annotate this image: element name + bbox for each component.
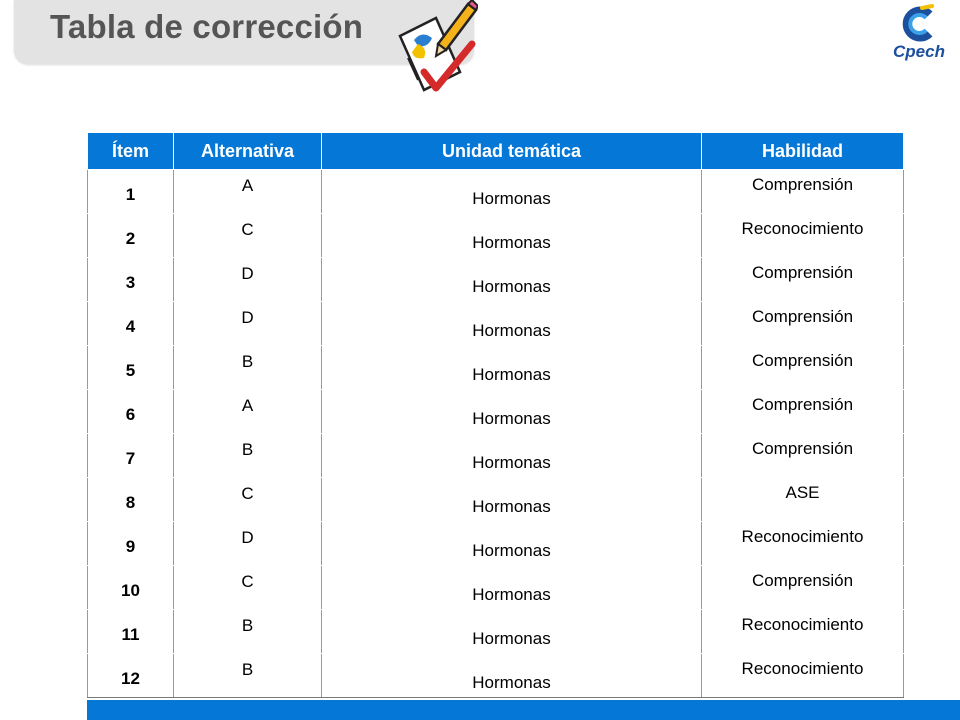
column-header-alternativa: Alternativa xyxy=(174,133,322,170)
cell-item: 5 xyxy=(88,346,174,390)
table-row xyxy=(88,390,904,434)
cell-habilidad: Comprensión xyxy=(702,434,904,478)
cell-habilidad: Comprensión xyxy=(702,346,904,390)
cell-unidad: Hormonas xyxy=(322,478,702,522)
cpech-logo-icon xyxy=(886,4,952,44)
cell-alternativa: B xyxy=(174,434,322,478)
cell-item: 2 xyxy=(88,214,174,258)
cell-unidad: Hormonas xyxy=(322,170,702,214)
table-row xyxy=(88,610,904,654)
cell-unidad: Hormonas xyxy=(322,258,702,302)
cell-habilidad: Reconocimiento xyxy=(702,214,904,258)
cell-item: 6 xyxy=(88,390,174,434)
cell-item: 4 xyxy=(88,302,174,346)
cell-alternativa: C xyxy=(174,566,322,610)
cell-item: 3 xyxy=(88,258,174,302)
table-row xyxy=(88,522,904,566)
cell-unidad: Hormonas xyxy=(322,390,702,434)
cell-habilidad: Comprensión xyxy=(702,258,904,302)
cell-unidad: Hormonas xyxy=(322,346,702,390)
cell-item: 9 xyxy=(88,522,174,566)
table-row xyxy=(88,434,904,478)
table-row xyxy=(88,566,904,610)
cell-alternativa: C xyxy=(174,214,322,258)
cell-unidad: Hormonas xyxy=(322,434,702,478)
cell-alternativa: D xyxy=(174,258,322,302)
table-row xyxy=(88,214,904,258)
cell-item: 7 xyxy=(88,434,174,478)
cell-habilidad: Reconocimiento xyxy=(702,654,904,698)
footer-bar xyxy=(87,700,960,720)
cell-unidad: Hormonas xyxy=(322,566,702,610)
cell-alternativa: A xyxy=(174,170,322,214)
table-row xyxy=(88,346,904,390)
cpech-logo xyxy=(886,4,952,66)
cell-unidad: Hormonas xyxy=(322,302,702,346)
column-header-habilidad: Habilidad xyxy=(702,133,904,170)
cell-item: 12 xyxy=(88,654,174,698)
cell-unidad: Hormonas xyxy=(322,654,702,698)
cell-habilidad: ASE xyxy=(702,478,904,522)
cell-alternativa: B xyxy=(174,346,322,390)
correction-table xyxy=(87,133,904,698)
cell-item: 8 xyxy=(88,478,174,522)
cell-unidad: Hormonas xyxy=(322,522,702,566)
cell-item: 1 xyxy=(88,170,174,214)
cell-habilidad: Comprensión xyxy=(702,170,904,214)
table-header-row xyxy=(88,133,904,170)
cell-item: 10 xyxy=(88,566,174,610)
cell-alternativa: B xyxy=(174,654,322,698)
column-header-unidad: Unidad temática xyxy=(322,133,702,170)
cell-alternativa: C xyxy=(174,478,322,522)
cell-item: 11 xyxy=(88,610,174,654)
table-row xyxy=(88,258,904,302)
table-row xyxy=(88,302,904,346)
cell-habilidad: Reconocimiento xyxy=(702,610,904,654)
logo-text: Cpech xyxy=(893,42,945,61)
pencil-checkmark-icon xyxy=(394,0,478,100)
cell-habilidad: Comprensión xyxy=(702,566,904,610)
table-row xyxy=(88,478,904,522)
cell-alternativa: D xyxy=(174,302,322,346)
page-title: Tabla de corrección xyxy=(50,8,364,45)
column-header-item: Ítem xyxy=(88,133,174,170)
cell-habilidad: Comprensión xyxy=(702,390,904,434)
cell-habilidad: Comprensión xyxy=(702,302,904,346)
cell-alternativa: D xyxy=(174,522,322,566)
table-row xyxy=(88,170,904,214)
table-row xyxy=(88,654,904,698)
cell-alternativa: B xyxy=(174,610,322,654)
cell-unidad: Hormonas xyxy=(322,610,702,654)
cell-unidad: Hormonas xyxy=(322,214,702,258)
cell-habilidad: Reconocimiento xyxy=(702,522,904,566)
cell-alternativa: A xyxy=(174,390,322,434)
